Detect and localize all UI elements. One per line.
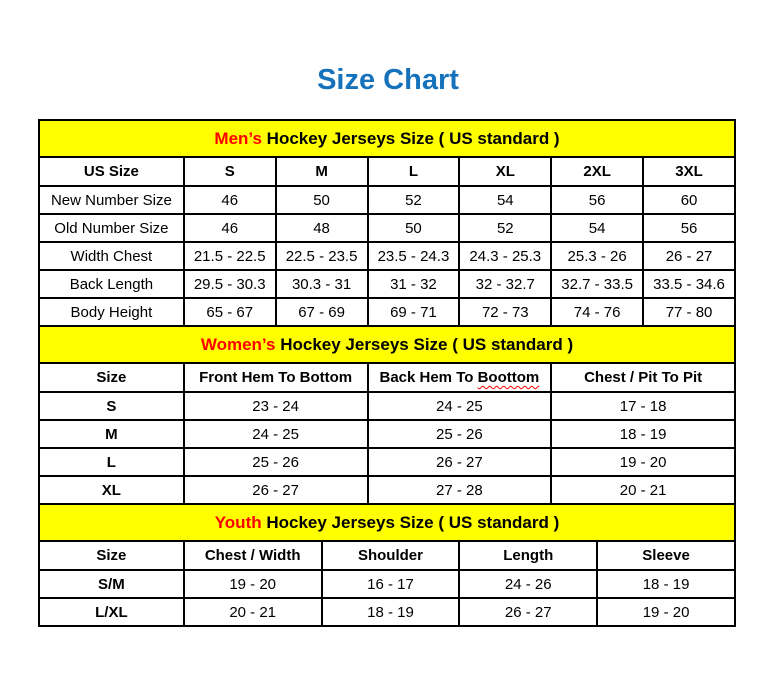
cell: 54 xyxy=(460,187,552,215)
cell: 25 - 26 xyxy=(369,421,553,449)
table-row xyxy=(40,243,736,271)
row-label: Width Chest xyxy=(40,243,185,271)
cell: 26 - 27 xyxy=(644,243,736,271)
table-row xyxy=(40,271,736,299)
cell: 26 - 27 xyxy=(369,449,553,477)
youth-header-row xyxy=(40,542,736,571)
cell: 19 - 20 xyxy=(598,599,736,627)
column-header: 2XL xyxy=(552,158,644,187)
column-header: L xyxy=(369,158,461,187)
column-header: Sleeve xyxy=(598,542,736,571)
cell: 20 - 21 xyxy=(552,477,736,505)
cell: 25.3 - 26 xyxy=(552,243,644,271)
row-label: S xyxy=(40,393,185,421)
section-header-youth xyxy=(40,505,736,542)
row-label: Body Height xyxy=(40,299,185,327)
table-row xyxy=(40,477,736,505)
misspelled-word: Boottom xyxy=(477,369,540,386)
cell: 50 xyxy=(277,187,369,215)
cell: 24 - 26 xyxy=(460,571,598,599)
cell: 74 - 76 xyxy=(552,299,644,327)
cell: 31 - 32 xyxy=(369,271,461,299)
row-label: XL xyxy=(40,477,185,505)
cell: 30.3 - 31 xyxy=(277,271,369,299)
cell: 52 xyxy=(369,187,461,215)
cell: 19 - 20 xyxy=(185,571,323,599)
cell: 23.5 - 24.3 xyxy=(369,243,461,271)
table-row xyxy=(40,187,736,215)
section-title-rest: Hockey Jerseys Size ( US standard ) xyxy=(261,513,560,532)
column-header: Shoulder xyxy=(323,542,461,571)
row-label: Back Length xyxy=(40,271,185,299)
column-header: 3XL xyxy=(644,158,736,187)
womens-header-row xyxy=(40,364,736,393)
cell: 46 xyxy=(185,187,277,215)
cell: 29.5 - 30.3 xyxy=(185,271,277,299)
cell: 18 - 19 xyxy=(323,599,461,627)
cell: 18 - 19 xyxy=(598,571,736,599)
row-label: Old Number Size xyxy=(40,215,185,243)
column-header-prefix: Back Hem To xyxy=(379,369,478,386)
section-title-highlight: Men’s xyxy=(214,129,262,148)
cell: 27 - 28 xyxy=(369,477,553,505)
cell: 32.7 - 33.5 xyxy=(552,271,644,299)
cell: 24 - 25 xyxy=(185,421,369,449)
cell: 16 - 17 xyxy=(323,571,461,599)
cell: 56 xyxy=(552,187,644,215)
cell: 52 xyxy=(460,215,552,243)
column-header: M xyxy=(277,158,369,187)
table-row xyxy=(40,215,736,243)
cell: 21.5 - 22.5 xyxy=(185,243,277,271)
column-header: Size xyxy=(40,364,185,393)
column-header: Chest / Pit To Pit xyxy=(552,364,736,393)
column-header-misspelled xyxy=(369,364,553,393)
cell: 50 xyxy=(369,215,461,243)
table-row xyxy=(40,599,736,627)
mens-header-row xyxy=(40,158,736,187)
section-title-highlight: Youth xyxy=(214,513,262,532)
cell: 77 - 80 xyxy=(644,299,736,327)
womens-size-table xyxy=(40,364,736,505)
cell: 72 - 73 xyxy=(460,299,552,327)
table-row xyxy=(40,571,736,599)
cell: 56 xyxy=(644,215,736,243)
cell: 67 - 69 xyxy=(277,299,369,327)
column-header: Size xyxy=(40,542,185,571)
table-row xyxy=(40,449,736,477)
table-row xyxy=(40,299,736,327)
row-label: M xyxy=(40,421,185,449)
cell: 60 xyxy=(644,187,736,215)
cell: 65 - 67 xyxy=(185,299,277,327)
cell: 25 - 26 xyxy=(185,449,369,477)
column-header: Chest / Width xyxy=(185,542,323,571)
cell: 24 - 25 xyxy=(369,393,553,421)
cell: 23 - 24 xyxy=(185,393,369,421)
row-label: New Number Size xyxy=(40,187,185,215)
cell: 22.5 - 23.5 xyxy=(277,243,369,271)
cell: 26 - 27 xyxy=(460,599,598,627)
size-chart-table xyxy=(38,119,736,627)
section-header-womens xyxy=(40,327,736,364)
section-title-rest: Hockey Jerseys Size ( US standard ) xyxy=(261,129,560,148)
cell: 54 xyxy=(552,215,644,243)
cell: 26 - 27 xyxy=(185,477,369,505)
section-title-rest: Hockey Jerseys Size ( US standard ) xyxy=(275,335,574,354)
cell: 19 - 20 xyxy=(552,449,736,477)
table-row xyxy=(40,421,736,449)
cell: 17 - 18 xyxy=(552,393,736,421)
column-header: XL xyxy=(460,158,552,187)
column-header: Front Hem To Bottom xyxy=(185,364,369,393)
cell: 32 - 32.7 xyxy=(460,271,552,299)
youth-size-table xyxy=(40,542,736,627)
row-label: L/XL xyxy=(40,599,185,627)
column-header: US Size xyxy=(40,158,185,187)
cell: 24.3 - 25.3 xyxy=(460,243,552,271)
row-label: L xyxy=(40,449,185,477)
table-row xyxy=(40,393,736,421)
column-header: S xyxy=(185,158,277,187)
section-title-highlight: Women’s xyxy=(200,335,276,354)
section-header-mens xyxy=(40,121,736,158)
cell: 69 - 71 xyxy=(369,299,461,327)
cell: 18 - 19 xyxy=(552,421,736,449)
column-header: Length xyxy=(460,542,598,571)
cell: 20 - 21 xyxy=(185,599,323,627)
mens-size-table xyxy=(40,158,736,327)
row-label: S/M xyxy=(40,571,185,599)
page-title: Size Chart xyxy=(317,64,459,96)
cell: 33.5 - 34.6 xyxy=(644,271,736,299)
cell: 48 xyxy=(277,215,369,243)
cell: 46 xyxy=(185,215,277,243)
